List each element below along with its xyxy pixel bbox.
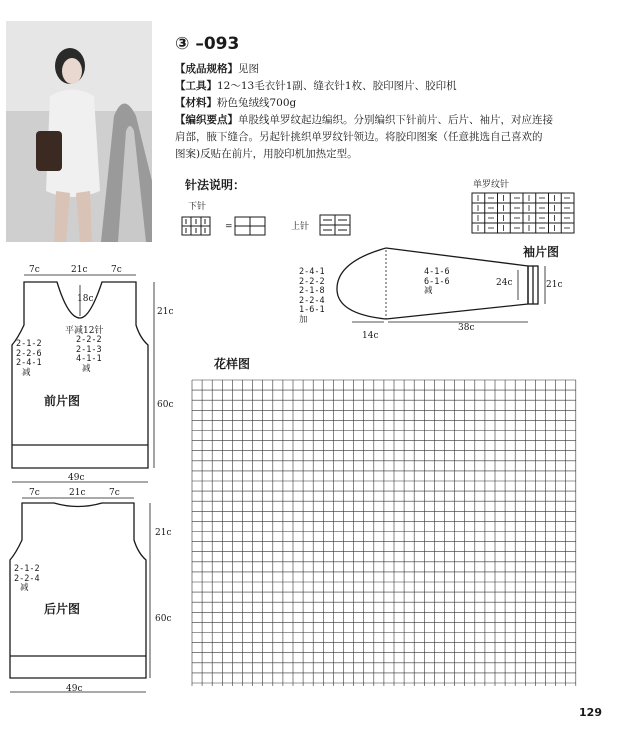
knit-stitch-blank-symbol xyxy=(235,217,265,235)
sleeve-dimension-lines xyxy=(352,250,545,322)
front-shoulder-right-label: 7c xyxy=(111,265,122,275)
sleeve-title: 袖片图 xyxy=(523,245,560,259)
front-neck-dec: 2-2-2 2-1-3 4-1-1 减 xyxy=(76,335,102,374)
front-shoulder-left-label: 7c xyxy=(29,265,40,275)
front-neck-depth-label: 18c xyxy=(77,294,94,304)
back-width-label: 49c xyxy=(66,684,83,694)
pattern-code: –093 xyxy=(195,34,240,54)
purl-stitch-symbol xyxy=(320,215,350,235)
sleeve-height-label: 24c xyxy=(496,278,513,288)
front-width-label: 49c xyxy=(68,473,85,483)
pattern-grid xyxy=(192,380,576,686)
knit-stitch-label: 下针 xyxy=(188,202,207,212)
rib-stitch-label: 单罗纹针 xyxy=(473,180,510,190)
back-shoulder-right-label: 7c xyxy=(109,488,120,498)
page-number: 129 xyxy=(579,706,602,719)
purl-stitch-label: 上针 xyxy=(291,222,310,232)
knit-stitch-symbol xyxy=(182,217,210,235)
front-title: 前片图 xyxy=(44,394,81,408)
back-armhole-dec: 2-1-2 2-2-4 减 xyxy=(14,564,40,593)
back-neck-width-label: 21c xyxy=(69,488,86,498)
front-armhole-height-label: 21c xyxy=(157,307,174,317)
sleeve-outline xyxy=(337,248,538,319)
stitch-legend-heading: 针法说明： xyxy=(185,178,246,192)
pattern-chart-title: 花样图 xyxy=(214,357,251,371)
back-piece-outline xyxy=(10,503,146,678)
spec-line-size: 【成品规格】见图 xyxy=(175,63,259,75)
pattern-number: ③ xyxy=(175,34,190,54)
back-body-height-label: 60c xyxy=(155,614,172,624)
sleeve-cuff-label: 21c xyxy=(546,280,563,290)
spec-line-tools: 【工具】12～13毛衣针1副、缝衣针1枚、胶印图片、胶印机 xyxy=(175,80,457,92)
spec-line-instructions-3: 图案)反贴在前片，用胶印机加热定型。 xyxy=(175,148,358,160)
back-armhole-height-label: 21c xyxy=(155,528,172,538)
equals-sign: = xyxy=(225,222,233,232)
sleeve-bottom-left-label: 14c xyxy=(362,331,379,341)
front-neck-width-label: 21c xyxy=(71,265,88,275)
rib-stitch-symbol xyxy=(472,193,574,233)
front-armhole-dec: 2-1-2 2-2-6 2-4-1 减 xyxy=(16,339,42,378)
sleeve-mid-dec: 4-1-6 6-1-6 减 xyxy=(424,267,450,296)
sleeve-left-dec: 2-4-1 2-2-2 2-1-8 2-2-4 1-6-1 加 xyxy=(299,267,325,325)
front-dimension-lines xyxy=(12,275,154,482)
spec-line-instructions-2: 肩部，腋下缝合。另起针挑织单罗纹针领边。将胶印图案（任意挑选自己喜欢的 xyxy=(175,131,543,143)
spec-line-material: 【材料】粉色兔绒线700g xyxy=(175,97,297,109)
spec-line-instructions: 【编织要点】单股线单罗纹起边编织。分别编织下针前片、后片、袖片，对应连接 xyxy=(175,114,553,126)
sleeve-length-label: 38c xyxy=(458,323,475,333)
back-shoulder-left-label: 7c xyxy=(29,488,40,498)
back-title: 后片图 xyxy=(44,602,81,616)
front-body-height-label: 60c xyxy=(157,400,174,410)
back-dimension-lines xyxy=(10,498,150,692)
front-neck-note: 平减12针 xyxy=(65,326,104,336)
